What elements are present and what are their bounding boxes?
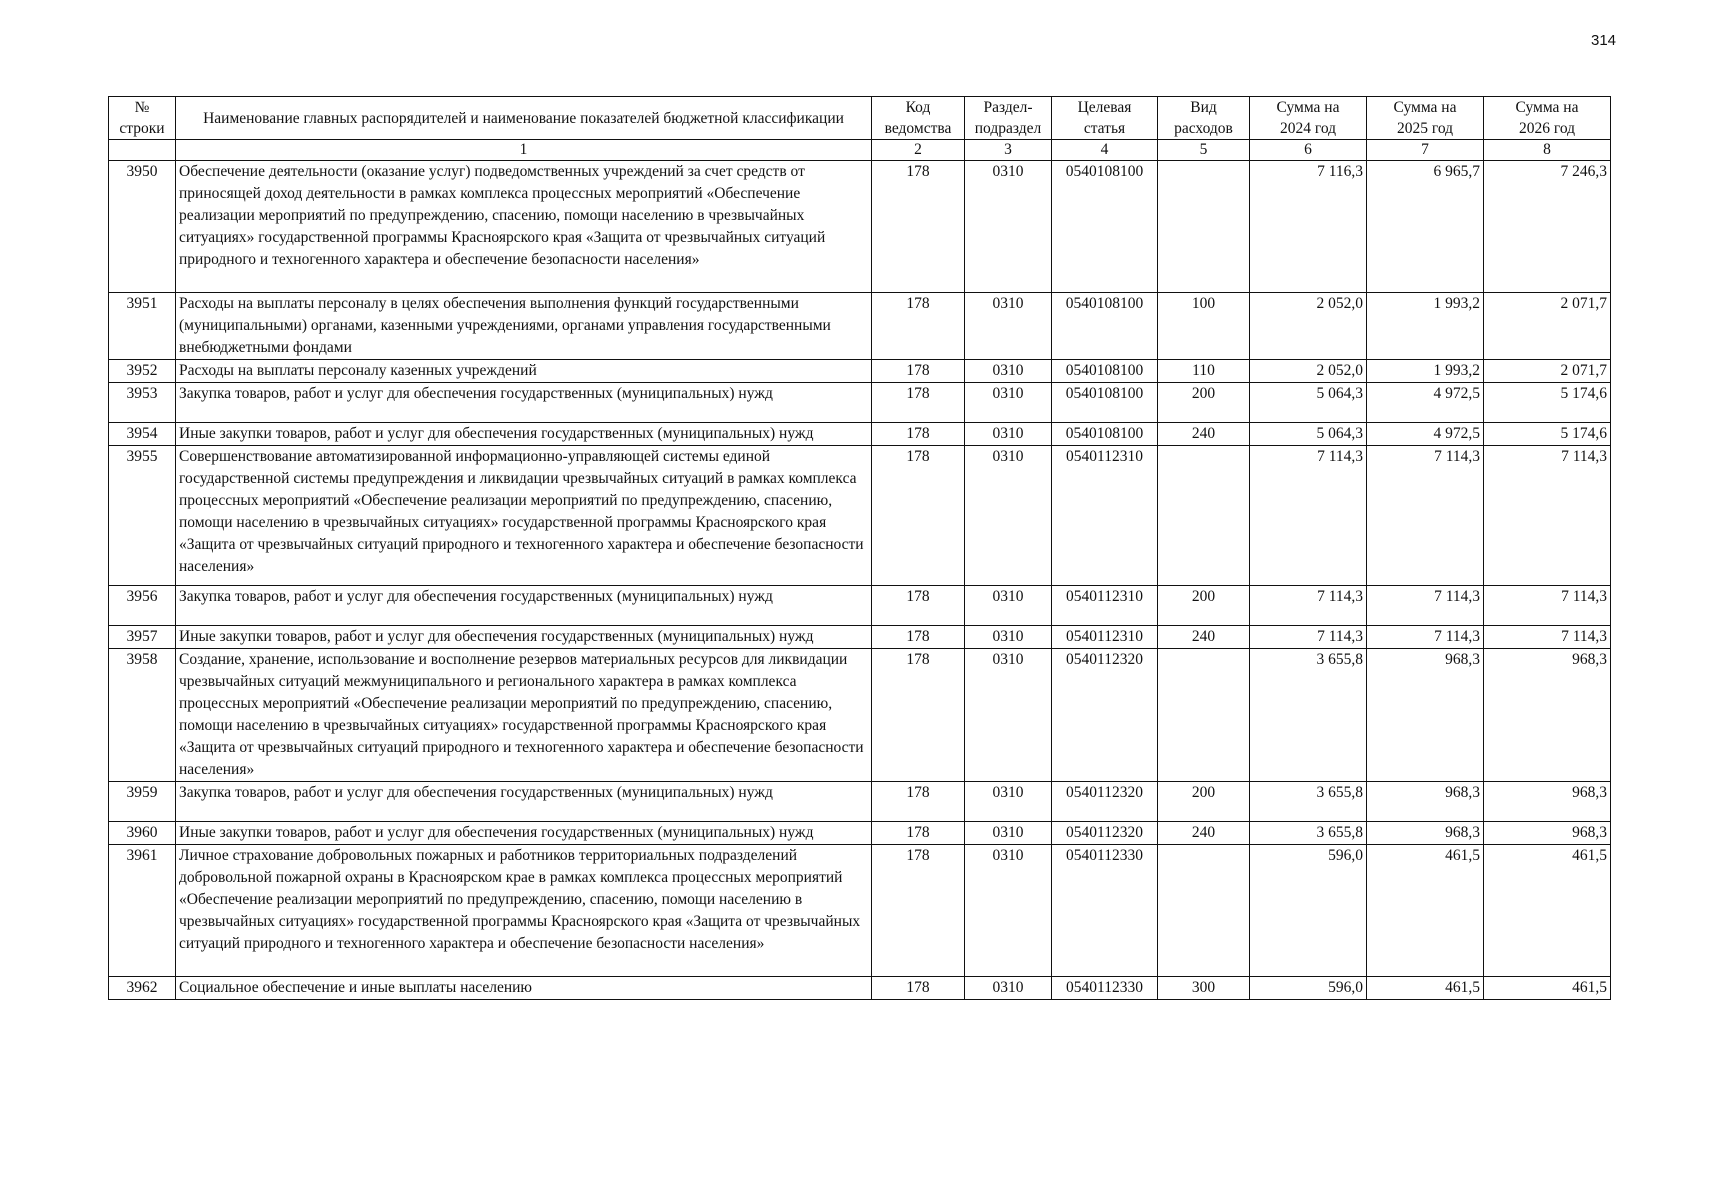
table-row (109, 161, 1611, 293)
sum-2025-cell: 1 993,2 (1367, 360, 1484, 383)
sum-2026-cell: 7 114,3 (1484, 586, 1611, 626)
header-name: Наименование главных распорядителей и наименование показателей бюджетной классификации (176, 97, 872, 140)
target-article-cell: 0540108100 (1052, 293, 1158, 360)
table-row (109, 977, 1611, 1000)
row-number-cell: 3954 (109, 423, 176, 446)
sum-2024-cell: 7 114,3 (1250, 446, 1367, 586)
table-body (109, 161, 1611, 1000)
row-number-cell: 3961 (109, 845, 176, 977)
expense-type-cell (1158, 649, 1250, 782)
section-cell: 0310 (965, 845, 1052, 977)
table-row (109, 626, 1611, 649)
header-sum-2026: Сумма на 2026 год (1484, 97, 1611, 140)
sum-2024-cell: 2 052,0 (1250, 293, 1367, 360)
dept-code-cell: 178 (872, 822, 965, 845)
row-name-cell: Расходы на выплаты персоналу в целях обеспечения выполнения функций государственными (муниципальными) органами, казенными учреждениями, органами управления государственными внебюджетными фондами (176, 293, 872, 360)
dept-code-cell: 178 (872, 360, 965, 383)
sum-2026-cell: 5 174,6 (1484, 423, 1611, 446)
column-number: 2 (872, 140, 965, 161)
table-row (109, 446, 1611, 586)
sum-2025-cell: 968,3 (1367, 782, 1484, 822)
sum-2025-cell: 461,5 (1367, 845, 1484, 977)
row-number-cell: 3953 (109, 383, 176, 423)
row-number-cell: 3952 (109, 360, 176, 383)
section-cell: 0310 (965, 586, 1052, 626)
target-article-cell: 0540108100 (1052, 161, 1158, 293)
target-article-cell: 0540112310 (1052, 586, 1158, 626)
section-cell: 0310 (965, 293, 1052, 360)
sum-2025-cell: 6 965,7 (1367, 161, 1484, 293)
row-name-cell: Иные закупки товаров, работ и услуг для обеспечения государственных (муниципальных) нужд (176, 423, 872, 446)
row-name-cell: Закупка товаров, работ и услуг для обеспечения государственных (муниципальных) нужд (176, 782, 872, 822)
column-number: 8 (1484, 140, 1611, 161)
row-name-cell: Иные закупки товаров, работ и услуг для обеспечения государственных (муниципальных) нужд (176, 822, 872, 845)
sum-2026-cell: 968,3 (1484, 782, 1611, 822)
dept-code-cell: 178 (872, 782, 965, 822)
row-number-cell: 3951 (109, 293, 176, 360)
column-number-row (109, 140, 1611, 161)
budget-table (108, 96, 1611, 1000)
sum-2024-cell: 596,0 (1250, 845, 1367, 977)
column-number: 6 (1250, 140, 1367, 161)
expense-type-cell: 240 (1158, 822, 1250, 845)
section-cell: 0310 (965, 626, 1052, 649)
dept-code-cell: 178 (872, 446, 965, 586)
sum-2026-cell: 968,3 (1484, 822, 1611, 845)
dept-code-cell: 178 (872, 383, 965, 423)
header-row-number: № строки (109, 97, 176, 140)
target-article-cell: 0540112330 (1052, 977, 1158, 1000)
expense-type-cell: 100 (1158, 293, 1250, 360)
row-name-cell: Иные закупки товаров, работ и услуг для обеспечения государственных (муниципальных) нужд (176, 626, 872, 649)
sum-2024-cell: 7 114,3 (1250, 586, 1367, 626)
sum-2024-cell: 596,0 (1250, 977, 1367, 1000)
sum-2025-cell: 7 114,3 (1367, 446, 1484, 586)
target-article-cell: 0540108100 (1052, 423, 1158, 446)
table-row (109, 423, 1611, 446)
row-number-cell: 3956 (109, 586, 176, 626)
column-number: 3 (965, 140, 1052, 161)
expense-type-cell (1158, 845, 1250, 977)
sum-2025-cell: 4 972,5 (1367, 383, 1484, 423)
sum-2024-cell: 7 116,3 (1250, 161, 1367, 293)
sum-2026-cell: 7 114,3 (1484, 626, 1611, 649)
row-name-cell: Закупка товаров, работ и услуг для обеспечения государственных (муниципальных) нужд (176, 383, 872, 423)
sum-2024-cell: 5 064,3 (1250, 383, 1367, 423)
dept-code-cell: 178 (872, 977, 965, 1000)
header-target-article: Целевая статья (1052, 97, 1158, 140)
target-article-cell: 0540112310 (1052, 626, 1158, 649)
sum-2026-cell: 461,5 (1484, 845, 1611, 977)
row-number-cell: 3957 (109, 626, 176, 649)
sum-2026-cell: 7 246,3 (1484, 161, 1611, 293)
expense-type-cell (1158, 446, 1250, 586)
column-number: 1 (176, 140, 872, 161)
page-number: 314 (1591, 32, 1617, 49)
expense-type-cell: 200 (1158, 782, 1250, 822)
table-header (109, 97, 1611, 161)
sum-2025-cell: 7 114,3 (1367, 586, 1484, 626)
target-article-cell: 0540108100 (1052, 383, 1158, 423)
header-dept-code: Код ведомства (872, 97, 965, 140)
target-article-cell: 0540112320 (1052, 782, 1158, 822)
sum-2024-cell: 2 052,0 (1250, 360, 1367, 383)
dept-code-cell: 178 (872, 649, 965, 782)
row-name-cell: Расходы на выплаты персоналу казенных учреждений (176, 360, 872, 383)
sum-2025-cell: 968,3 (1367, 822, 1484, 845)
sum-2025-cell: 461,5 (1367, 977, 1484, 1000)
row-number-cell: 3958 (109, 649, 176, 782)
row-name-cell: Совершенствование автоматизированной информационно-управляющей системы единой государственной системы предупреждения и ликвидации чрезвычайных ситуаций в рамках комплекса процессных мероприятий «Обеспечение реализации мероприятий по предупреждению, спасению, помощи населению в чрезвычайных ситуациях» государственной программы Красноярского края «Защита от чрезвычайных ситуаций природного и техногенного характера и обеспечение безопасности населения» (176, 446, 872, 586)
expense-type-cell: 300 (1158, 977, 1250, 1000)
header-sum-2024: Сумма на 2024 год (1250, 97, 1367, 140)
expense-type-cell: 240 (1158, 626, 1250, 649)
sum-2025-cell: 1 993,2 (1367, 293, 1484, 360)
row-name-cell: Социальное обеспечение и иные выплаты населению (176, 977, 872, 1000)
row-number-cell: 3960 (109, 822, 176, 845)
row-number-cell: 3959 (109, 782, 176, 822)
table-row (109, 782, 1611, 822)
column-number-empty (109, 140, 176, 161)
header-expense-type: Вид расходов (1158, 97, 1250, 140)
dept-code-cell: 178 (872, 293, 965, 360)
section-cell: 0310 (965, 782, 1052, 822)
target-article-cell: 0540112310 (1052, 446, 1158, 586)
section-cell: 0310 (965, 649, 1052, 782)
section-cell: 0310 (965, 977, 1052, 1000)
sum-2026-cell: 968,3 (1484, 649, 1611, 782)
section-cell: 0310 (965, 383, 1052, 423)
sum-2025-cell: 7 114,3 (1367, 626, 1484, 649)
expense-type-cell: 200 (1158, 383, 1250, 423)
dept-code-cell: 178 (872, 626, 965, 649)
sum-2024-cell: 5 064,3 (1250, 423, 1367, 446)
table-row (109, 293, 1611, 360)
section-cell: 0310 (965, 446, 1052, 586)
target-article-cell: 0540112330 (1052, 845, 1158, 977)
sum-2024-cell: 3 655,8 (1250, 782, 1367, 822)
table-row (109, 586, 1611, 626)
sum-2024-cell: 3 655,8 (1250, 649, 1367, 782)
sum-2026-cell: 461,5 (1484, 977, 1611, 1000)
table-row (109, 822, 1611, 845)
row-number-cell: 3950 (109, 161, 176, 293)
section-cell: 0310 (965, 822, 1052, 845)
row-name-cell: Личное страхование добровольных пожарных и работников территориальных подразделений добровольной пожарной охраны в Красноярском крае в рамках комплекса процессных мероприятий «Обеспечение реализации мероприятий по предупреждению, спасению, помощи населению в чрезвычайных ситуациях» государственной программы Красноярского края «Защита от чрезвычайных ситуаций природного и техногенного характера и обеспечение безопасности населения» (176, 845, 872, 977)
table-row (109, 383, 1611, 423)
sum-2026-cell: 7 114,3 (1484, 446, 1611, 586)
table-row (109, 845, 1611, 977)
column-number: 5 (1158, 140, 1250, 161)
row-number-cell: 3962 (109, 977, 176, 1000)
expense-type-cell: 200 (1158, 586, 1250, 626)
column-number: 7 (1367, 140, 1484, 161)
sum-2025-cell: 4 972,5 (1367, 423, 1484, 446)
dept-code-cell: 178 (872, 845, 965, 977)
dept-code-cell: 178 (872, 423, 965, 446)
section-cell: 0310 (965, 423, 1052, 446)
header-sum-2025: Сумма на 2025 год (1367, 97, 1484, 140)
dept-code-cell: 178 (872, 161, 965, 293)
dept-code-cell: 178 (872, 586, 965, 626)
row-name-cell: Обеспечение деятельности (оказание услуг) подведомственных учреждений за счет средств от приносящей доход деятельности в рамках комплекса процессных мероприятий «Обеспечение реализации мероприятий по предупреждению, спасению, помощи населению в чрезвычайных ситуациях» государственной программы Красноярского края «Защита от чрезвычайных ситуаций природного и техногенного характера и обеспечение безопасности населения» (176, 161, 872, 293)
expense-type-cell: 110 (1158, 360, 1250, 383)
column-number: 4 (1052, 140, 1158, 161)
table-row (109, 649, 1611, 782)
expense-type-cell (1158, 161, 1250, 293)
expense-type-cell: 240 (1158, 423, 1250, 446)
sum-2026-cell: 5 174,6 (1484, 383, 1611, 423)
row-number-cell: 3955 (109, 446, 176, 586)
section-cell: 0310 (965, 360, 1052, 383)
sum-2026-cell: 2 071,7 (1484, 293, 1611, 360)
target-article-cell: 0540112320 (1052, 822, 1158, 845)
sum-2024-cell: 7 114,3 (1250, 626, 1367, 649)
target-article-cell: 0540112320 (1052, 649, 1158, 782)
header-section: Раздел- подраздел (965, 97, 1052, 140)
table-row (109, 360, 1611, 383)
section-cell: 0310 (965, 161, 1052, 293)
sum-2024-cell: 3 655,8 (1250, 822, 1367, 845)
row-name-cell: Закупка товаров, работ и услуг для обеспечения государственных (муниципальных) нужд (176, 586, 872, 626)
row-name-cell: Создание, хранение, использование и восполнение резервов материальных ресурсов для ликвидации чрезвычайных ситуаций межмуниципального и регионального характера в рамках комплекса процессных мероприятий «Обеспечение реализации мероприятий по предупреждению, спасению, помощи населению в чрезвычайных ситуациях» государственной программы Красноярского края «Защита от чрезвычайных ситуаций природного и техногенного характера и обеспечение безопасности населения» (176, 649, 872, 782)
target-article-cell: 0540108100 (1052, 360, 1158, 383)
sum-2026-cell: 2 071,7 (1484, 360, 1611, 383)
sum-2025-cell: 968,3 (1367, 649, 1484, 782)
